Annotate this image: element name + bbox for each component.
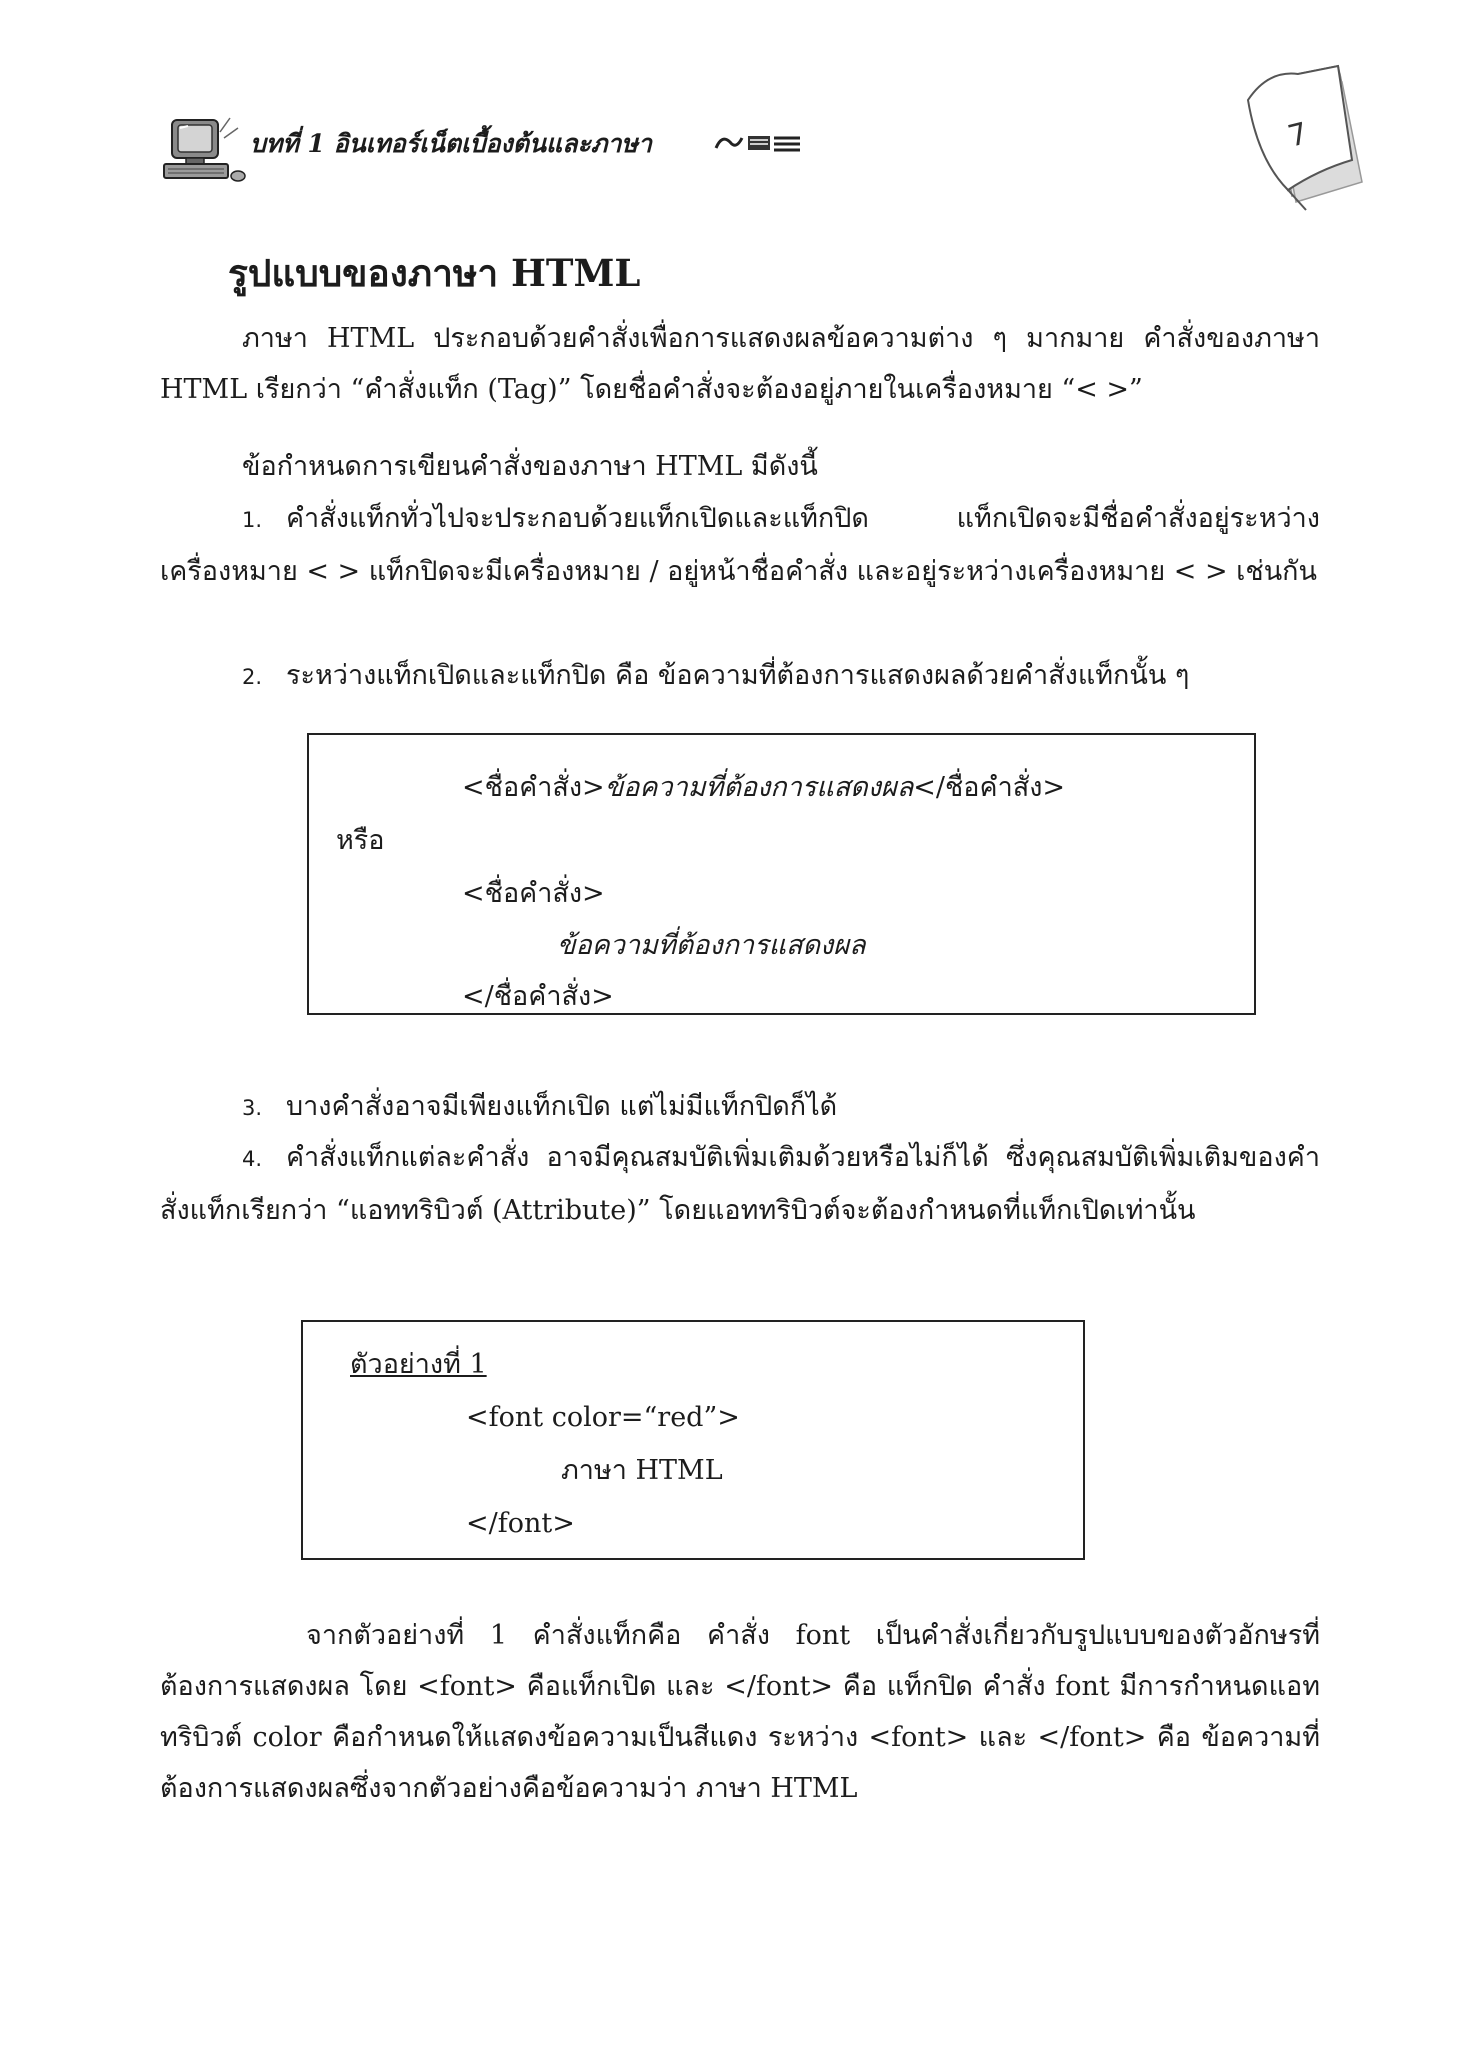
- rule-2-number: 2.: [242, 665, 263, 689]
- syntax-box: [307, 733, 1256, 1015]
- rule-1: [160, 493, 1320, 597]
- example-line-3: </font>: [466, 1508, 575, 1539]
- example-title: ตัวอย่างที่ 1: [350, 1349, 487, 1380]
- page-number: 7: [1284, 116, 1312, 155]
- rule-3-text: บางคำสั่งอาจมีเพียงแท็กเปิด แต่ไม่มีแท็กปิดก็ได้: [286, 1091, 838, 1122]
- running-header-title: บทที่ 1 อินเทอร์เน็ตเบื้องต้นและภาษา: [250, 129, 652, 158]
- computer-icon: [160, 112, 250, 192]
- syntax-close-tag-2: </ชื่อคำสั่ง>: [462, 981, 614, 1012]
- rule-1-number: 1.: [242, 508, 263, 532]
- syntax-or-label: หรือ: [336, 825, 385, 856]
- syntax-content: ข้อความที่ต้องการแสดงผล: [604, 772, 914, 803]
- rule-4-text: คำสั่งแท็กแต่ละคำสั่ง อาจมีคุณสมบัติเพิ่มเติมด้วยหรือไม่ก็ได้ ซึ่งคุณสมบัติเพิ่มเติมของคำสั่งแท็กเรียกว่า “แอททริบิวต์ (Attribute)” โดยแอททริบิวต์จะต้องกำหนดที่แท็กเปิดเท่านั้น: [160, 1142, 1320, 1226]
- example-line-2: ภาษา HTML: [561, 1455, 723, 1486]
- rule-2-text: ระหว่างแท็กเปิดและแท็กปิด คือ ข้อความที่ต้องการแสดงผลด้วยคำสั่งแท็กนั้น ๆ: [286, 660, 1190, 691]
- example-box: [301, 1320, 1085, 1560]
- rule-3-number: 3.: [242, 1096, 263, 1120]
- syntax-open-tag: <ชื่อคำสั่ง>: [462, 772, 605, 803]
- rule-4-number: 4.: [242, 1147, 263, 1171]
- syntax-open-tag-2: <ชื่อคำสั่ง>: [462, 878, 605, 909]
- intro-paragraph: ภาษา HTML ประกอบด้วยคำสั่งเพื่อการแสดงผลข้อความต่าง ๆ มากมาย คำสั่งของภาษา HTML เรียกว่า “คำสั่งแท็ก (Tag)” โดยชื่อคำสั่งจะต้องอยู่ภายในเครื่องหมาย “< >”: [160, 323, 1320, 405]
- rule-4: [160, 1132, 1320, 1236]
- ornament-icon: [712, 128, 804, 158]
- explanation-paragraph: จากตัวอย่างที่ 1 คำสั่งแท็กคือ คำสั่ง font เป็นคำสั่งเกี่ยวกับรูปแบบของตัวอักษรที่ต้องการแสดงผล โดย <font> คือแท็กเปิด และ </font> คือ แท็กปิด คำสั่ง font มีการกำหนดแอททริบิวต์ color คือกำหนดให้แสดงข้อความเป็นสีแดง ระหว่าง <font> และ </font> คือ ข้อความที่ต้องการแสดงผลซึ่งจากตัวอย่างคือข้อความว่า ภาษา HTML: [160, 1620, 1320, 1804]
- example-line-1: <font color=“red”>: [466, 1402, 740, 1433]
- syntax-content-2: ข้อความที่ต้องการแสดงผล: [557, 930, 866, 961]
- section-title: รูปแบบของภาษา HTML: [228, 251, 641, 295]
- syntax-close-tag: </ชื่อคำสั่ง>: [913, 772, 1066, 803]
- rule-2: [160, 650, 1320, 703]
- syntax-line-1: [462, 770, 1065, 806]
- rule-1-text: คำสั่งแท็กทั่วไปจะประกอบด้วยแท็กเปิดและแท็กปิด แท็กเปิดจะมีชื่อคำสั่งอยู่ระหว่างเครื่องหมาย < > แท็กปิดจะมีเครื่องหมาย / อยู่หน้าชื่อคำสั่ง และอยู่ระหว่างเครื่องหมาย < > เช่นกัน: [160, 503, 1320, 587]
- rule-3: [160, 1081, 1320, 1134]
- rules-intro: ข้อกำหนดการเขียนคำสั่งของภาษา HTML มีดังนี้: [242, 451, 818, 482]
